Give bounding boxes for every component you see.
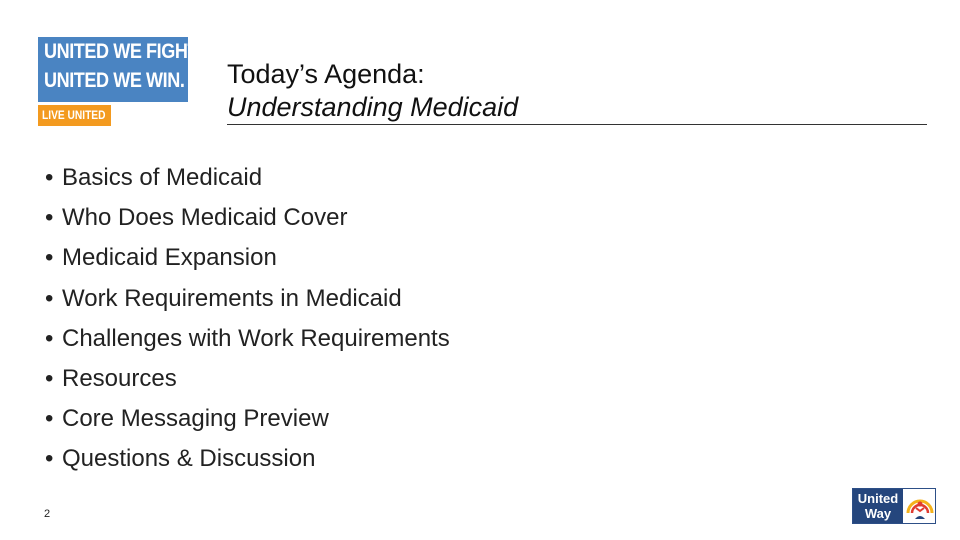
united-way-hand-rainbow-icon (906, 491, 934, 521)
wordmark-line-1: United (857, 491, 899, 506)
logo-orange-tag (38, 105, 111, 126)
page-number: 2 (44, 508, 51, 520)
agenda-item-text: Resources (62, 365, 177, 393)
agenda-item (45, 399, 450, 439)
agenda-item-text: Medicaid Expansion (62, 244, 277, 272)
agenda-item-text: Work Requirements in Medicaid (62, 284, 402, 312)
agenda-item-text: Basics of Medicaid (62, 164, 263, 191)
title-line-1: Today’s Agenda: (227, 59, 425, 89)
agenda-list (45, 158, 450, 480)
bullet: • (45, 284, 54, 312)
title-line-2: Understanding Medicaid (227, 92, 519, 122)
agenda-item (45, 279, 450, 319)
bullet: • (45, 405, 54, 433)
agenda-item-text: Core Messaging Preview (62, 405, 329, 433)
bullet: • (45, 445, 54, 473)
united-way-logo (852, 488, 936, 524)
agenda-item-text: Challenges with Work Requirements (62, 324, 450, 352)
bullet: • (45, 365, 54, 393)
agenda-item (45, 158, 450, 198)
agenda-item (45, 319, 450, 359)
agenda-item-text: Who Does Medicaid Cover (62, 204, 348, 232)
united-we-fight-logo (38, 37, 201, 127)
logo-line-1: UNITED WE FIGHT. (44, 40, 201, 63)
bullet: • (45, 204, 54, 232)
agenda-item (45, 359, 450, 399)
title-underline (227, 124, 927, 125)
united-way-wordmark (853, 489, 903, 523)
logo-tag-text: LIVE UNITED (42, 108, 106, 122)
logo-line-2: UNITED WE WIN. (44, 69, 185, 92)
agenda-item (45, 238, 450, 278)
bullet: • (45, 164, 54, 191)
bullet: • (45, 324, 54, 352)
bullet: • (45, 244, 54, 272)
agenda-item (45, 198, 450, 238)
slide-title (227, 58, 787, 124)
wordmark-line-2: Way (864, 506, 892, 521)
logo-blue-panel (38, 37, 201, 102)
agenda-item-text: Questions & Discussion (62, 445, 316, 473)
agenda-item (45, 439, 450, 479)
